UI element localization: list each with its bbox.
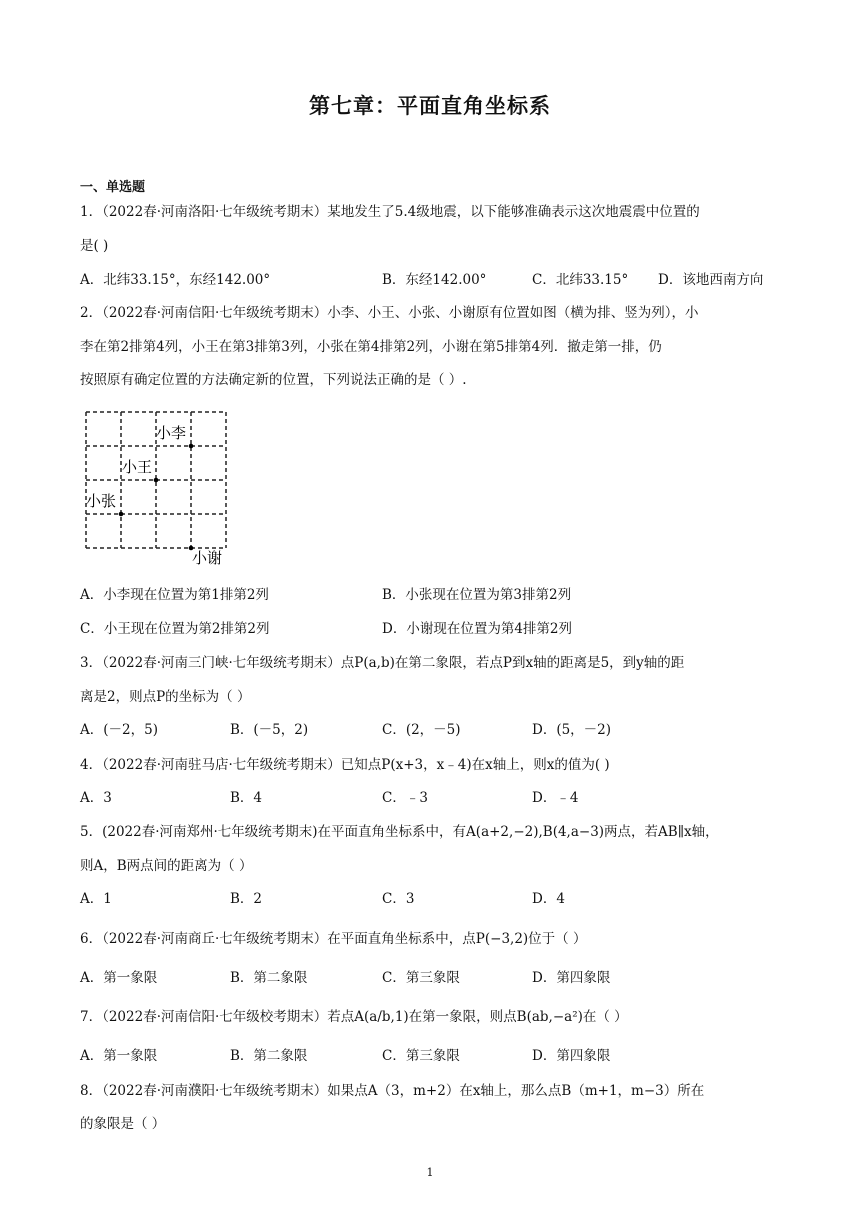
point-xiaoli bbox=[189, 444, 194, 449]
label-xiaowang: 小王 bbox=[122, 458, 153, 476]
q6-option-d: D．第四象限 bbox=[532, 970, 611, 986]
q4-stem-line1: 4．（2022春·河南驻马店·七年级统考期末）已知点P(x+3，x﹣4)在x轴上，则x的值为( ) bbox=[80, 757, 610, 773]
q5-stem-line1: 5．(2022春·河南郑州·七年级统考期末)在平面直角坐标系中，有A(a+2,−2),B(4,a−3)两点，若AB∥x轴， bbox=[80, 824, 719, 840]
q2-option-b: B．小张现在位置为第3排第2列 bbox=[382, 587, 572, 603]
label-xiaozhang: 小张 bbox=[86, 492, 117, 510]
page-number: 1 bbox=[426, 1166, 434, 1179]
q7-option-b: B．第二象限 bbox=[230, 1048, 308, 1064]
q4-option-c: C．﹣3 bbox=[382, 790, 428, 806]
q2-option-c: C．小王现在位置为第2排第2列 bbox=[80, 621, 270, 637]
q3-option-b: B．(－5，2) bbox=[230, 722, 309, 738]
q1-stem-line1: 1．（2022春·河南洛阳·七年级统考期末）某地发生了5.4级地震，以下能够准确表示这次地震震中位置的 bbox=[80, 204, 700, 220]
q2-option-d: D．小谢现在位置为第4排第2列 bbox=[382, 621, 573, 637]
q6-option-a: A．第一象限 bbox=[80, 970, 158, 986]
q4-option-b: B．4 bbox=[230, 790, 263, 806]
point-xiaozhang bbox=[119, 512, 124, 517]
q7-stem-line1: 7．（2022春·河南信阳·七年级校考期末）若点A(a/b,1)在第一象限，则点B(ab,−a²)在（ ） bbox=[80, 1009, 628, 1025]
q2-stem-line2: 李在第2排第4列，小王在第3排第3列，小张在第4排第2列，小谢在第5排第4列．撤走第一排，仍 bbox=[80, 339, 662, 355]
q3-option-c: C．(2，－5) bbox=[382, 722, 461, 738]
q5-option-c: C．3 bbox=[382, 891, 415, 907]
section-heading: 一、单选题 bbox=[80, 180, 146, 195]
q6-option-b: B．第二象限 bbox=[230, 970, 308, 986]
point-xiaowang bbox=[154, 478, 159, 483]
seating-grid-figure bbox=[84, 410, 234, 568]
q6-option-c: C．第三象限 bbox=[382, 970, 460, 986]
q5-stem-line2: 则A，B两点间的距离为（ ） bbox=[80, 858, 253, 874]
q1-option-b: B．东经142.00° bbox=[382, 272, 487, 288]
q2-stem-line1: 2．（2022春·河南信阳·七年级统考期末）小李、小王、小张、小谢原有位置如图（横为排、竖为列），小 bbox=[80, 305, 699, 321]
q3-stem-line1: 3．（2022春·河南三门峡·七年级统考期末）点P(a,b)在第二象限，若点P到x轴的距离是5，到y轴的距 bbox=[80, 655, 685, 671]
q5-option-a: A．1 bbox=[80, 891, 112, 907]
q1-option-d: D．该地西南方向 bbox=[658, 272, 764, 288]
q7-option-a: A．第一象限 bbox=[80, 1048, 158, 1064]
label-xiaoli: 小李 bbox=[156, 424, 187, 442]
q1-option-a: A．北纬33.15°，东经142.00° bbox=[80, 272, 271, 288]
q8-stem-line2: 的象限是（ ） bbox=[80, 1116, 166, 1132]
q4-option-a: A．3 bbox=[80, 790, 112, 806]
q5-option-d: D．4 bbox=[532, 891, 565, 907]
label-xiaoxie: 小谢 bbox=[192, 549, 223, 567]
q3-stem-line2: 离是2，则点P的坐标为（ ） bbox=[80, 689, 251, 705]
q5-option-b: B．2 bbox=[230, 891, 263, 907]
q3-option-a: A．(－2，5) bbox=[80, 722, 158, 738]
q2-stem-line3: 按照原有确定位置的方法确定新的位置，下列说法正确的是（ ）. bbox=[80, 372, 467, 388]
q6-stem-line1: 6．（2022春·河南商丘·七年级统考期末）在平面直角坐标系中，点P(−3,2)位于（ ） bbox=[80, 931, 587, 947]
page-title: 第七章：平面直角坐标系 bbox=[309, 94, 551, 118]
q3-option-d: D．(5，－2) bbox=[532, 722, 612, 738]
q8-stem-line1: 8．（2022春·河南濮阳·七年级统考期末）如果点A（3，m+2）在x轴上，那么点B（m+1，m−3）所在 bbox=[80, 1083, 705, 1099]
q7-option-d: D．第四象限 bbox=[532, 1048, 611, 1064]
q1-stem-line2: 是( ) bbox=[80, 238, 109, 254]
q2-option-a: A．小李现在位置为第1排第2列 bbox=[80, 587, 269, 603]
q7-option-c: C．第三象限 bbox=[382, 1048, 460, 1064]
q4-option-d: D．﹣4 bbox=[532, 790, 579, 806]
q1-option-c: C．北纬33.15° bbox=[532, 272, 629, 288]
